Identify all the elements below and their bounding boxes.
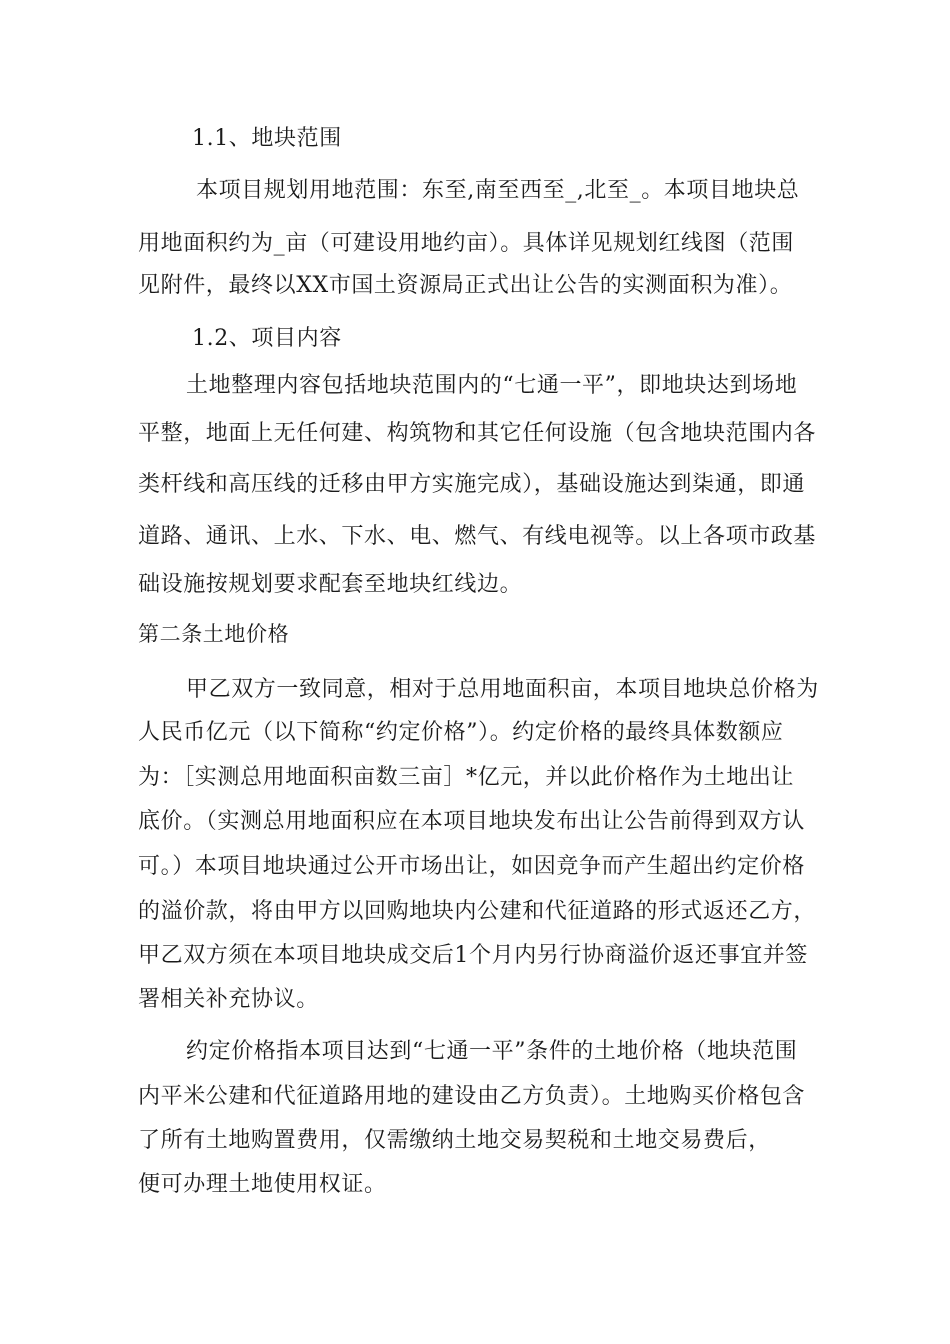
paragraph-line: 甲乙双方须在本项目地块成交后1个月内另行协商溢价返还事宜并签 bbox=[138, 943, 808, 968]
paragraph-line: 础设施按规划要求配套至地块红线边。 bbox=[138, 572, 523, 597]
paragraph-line: 人民币亿元（以下简称“约定价格”）。约定价格的最终具体数额应 bbox=[138, 720, 784, 745]
paragraph-line: 署相关补充协议。 bbox=[138, 987, 319, 1012]
paragraph-line: 便可办理土地使用权证。 bbox=[138, 1172, 387, 1197]
paragraph-line: 平整，地面上无任何建、构筑物和其它任何设施（包含地块范围内各 bbox=[138, 421, 817, 446]
article-title: 第二条土地价格 bbox=[138, 622, 290, 646]
paragraph-line: 用地面积约为_亩（可建设用地约亩）。具体详见规划红线图（范围 bbox=[138, 231, 795, 256]
paragraph-line: 约定价格指本项目达到“七通一平”条件的土地价格（地块范围 bbox=[186, 1039, 798, 1064]
paragraph-line: 为：［实测总用地面积亩数三亩］*亿元，并以此价格作为土地出让 bbox=[138, 765, 795, 790]
paragraph-line: 类杆线和高压线的迁移由甲方实施完成），基础设施达到柒通，即通 bbox=[138, 472, 806, 497]
paragraph-line: 土地整理内容包括地块范围内的“七通一平”，即地块达到场地 bbox=[186, 373, 798, 398]
paragraph-line: 道路、通讯、上水、下水、电、燃气、有线电视等。以上各项市政基 bbox=[138, 524, 817, 549]
paragraph-line: 可。）本项目地块通过公开市场出让，如因竞争而产生超出约定价格 bbox=[138, 854, 806, 879]
paragraph-line: 内平米公建和代征道路用地的建设由乙方负责）。土地购买价格包含 bbox=[138, 1084, 806, 1109]
paragraph-line: 见附件，最终以XX市国土资源局正式出让公告的实测面积为准）。 bbox=[138, 273, 793, 298]
section-heading-1-1: 1.1、地块范围 bbox=[192, 126, 342, 151]
paragraph-line: 的溢价款，将由甲方以回购地块内公建和代征道路的形式返还乙方， bbox=[138, 899, 817, 924]
paragraph-line: 本项目规划用地范围：东至,南至西至_,北至_。本项目地块总 bbox=[196, 178, 800, 203]
section-heading-1-2: 1.2、项目内容 bbox=[192, 326, 342, 351]
paragraph-line: 甲乙双方一致同意，相对于总用地面积亩，本项目地块总价格为 bbox=[186, 677, 819, 702]
paragraph-line: 底价。（实测总用地面积应在本项目地块发布出让公告前得到双方认 bbox=[138, 809, 806, 834]
paragraph-line: 了所有土地购置费用，仅需缴纳土地交易契税和土地交易费后， bbox=[138, 1128, 771, 1153]
